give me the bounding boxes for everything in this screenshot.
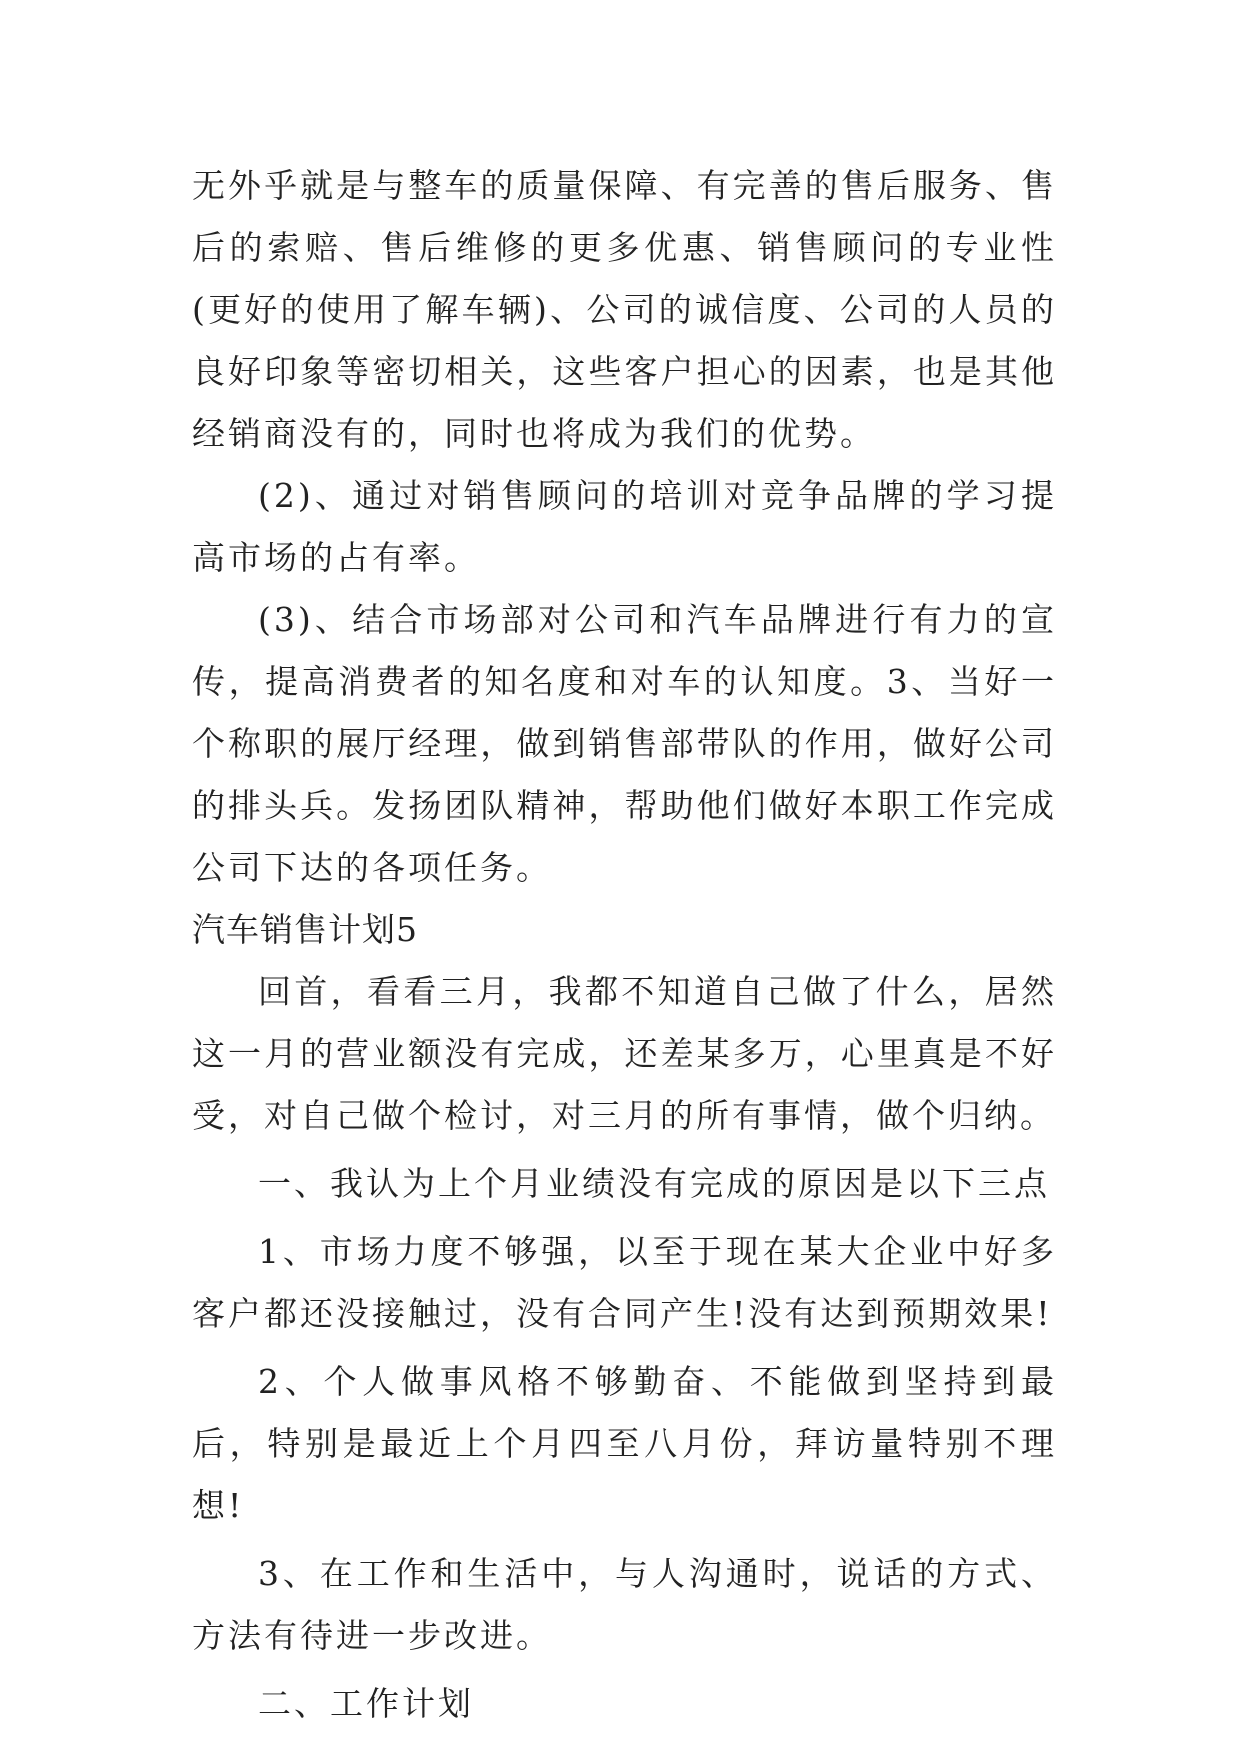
paragraph: 1、市场力度不够强，以至于现在某大企业中好多客户都还没接触过，没有合同产生!没有达到预期效果!: [192, 1232, 1057, 1333]
paragraph: 二、工作计划: [258, 1684, 474, 1723]
paragraph: 无外乎就是与整车的质量保障、有完善的售后服务、售后的索赔、售后维修的更多优惠、销售顾问的专业性(更好的使用了解车辆)、公司的诚信度、公司的人员的良好印象等密切相关，这些客户担心的因素，也是其他经销商没有的，同时也将成为我们的优势。: [192, 166, 1057, 453]
section-heading: 汽车销售计划5: [192, 910, 418, 949]
paragraph: 2、个人做事风格不够勤奋、不能做到坚持到最后，特别是最近上个月四至八月份，拜访量特别不理想!: [192, 1362, 1057, 1525]
paragraph: 回首，看看三月，我都不知道自己做了什么，居然这一月的营业额没有完成，还差某多万，心里真是不好受，对自己做个检讨，对三月的所有事情，做个归纳。: [192, 972, 1057, 1135]
paragraph: 一、我认为上个月业绩没有完成的原因是以下三点: [258, 1164, 1050, 1203]
paragraph: (2)、通过对销售顾问的培训对竞争品牌的学习提高市场的占有率。: [192, 476, 1057, 577]
document-body: [192, 155, 1057, 1735]
paragraph: 3、在工作和生活中，与人沟通时，说话的方式、方法有待进一步改进。: [192, 1554, 1057, 1655]
paragraph: (3)、结合市场部对公司和汽车品牌进行有力的宣传，提高消费者的知名度和对车的认知度。3、当好一个称职的展厅经理，做到销售部带队的作用，做好公司的排头兵。发扬团队精神，帮助他们做好本职工作完成公司下达的各项任务。: [192, 600, 1057, 887]
